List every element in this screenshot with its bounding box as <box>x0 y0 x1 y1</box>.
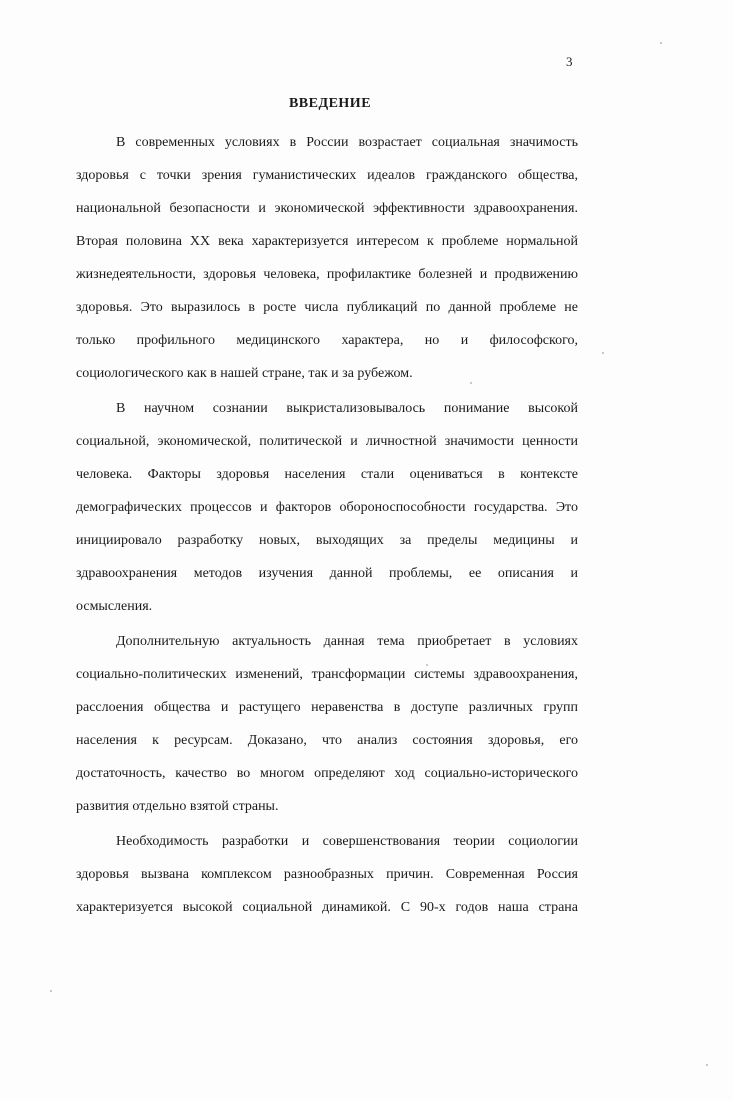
text-line: В научном сознании выкристализовывалось понимание высокой <box>116 401 578 416</box>
text-line: населения к ресурсам. Доказано, что анализ состояния здоровья, его <box>76 733 578 748</box>
scan-speck <box>602 352 604 354</box>
text-line: здоровья. Это выразилось в росте числа публикаций по данной проблеме не <box>76 300 578 315</box>
text-line: осмысления. <box>76 599 153 614</box>
text-line: здоровья вызвана комплексом разнообразных причин. Современная Россия <box>76 867 578 882</box>
text-line: национальной безопасности и экономической эффективности здравоохранения. <box>76 201 578 216</box>
page-number: 3 <box>566 54 573 69</box>
scan-speck <box>660 42 662 44</box>
scan-speck <box>706 1064 708 1066</box>
paragraph <box>76 392 578 623</box>
text-line: достаточность, качество во многом определяют ход социально-исторического <box>76 766 578 781</box>
text-line: жизнедеятельности, здоровья человека, профилактике болезней и продвижению <box>76 267 578 282</box>
text-line: социально-политических изменений, трансформации системы здравоохранения, <box>76 667 578 682</box>
text-line: Необходимость разработки и совершенствования теории социологии <box>116 834 578 849</box>
text-line: демографических процессов и факторов обороноспособности государства. Это <box>76 500 578 515</box>
paragraph <box>76 625 578 823</box>
text-line: развития отдельно взятой страны. <box>76 799 279 814</box>
page-title: ВВЕДЕНИЕ <box>288 96 372 111</box>
paragraph <box>76 126 578 390</box>
text-line: здравоохранения методов изучения данной проблемы, ее описания и <box>76 566 578 581</box>
paragraph <box>76 825 578 924</box>
text-line: инициировало разработку новых, выходящих за пределы медицины и <box>76 533 578 548</box>
text-line: здоровья с точки зрения гуманистических идеалов гражданского общества, <box>76 168 578 183</box>
text-line: социологического как в нашей стране, так и за рубежом. <box>76 366 413 381</box>
scan-speck <box>50 990 52 992</box>
text-line: расслоения общества и растущего неравенства в доступе различных групп <box>76 700 578 715</box>
scan-speck <box>426 664 428 666</box>
scan-speck <box>470 382 472 384</box>
text-line: характеризуется высокой социальной динамикой. С 90-х годов наша страна <box>76 900 578 915</box>
body-text <box>76 126 578 926</box>
text-line: только профильного медицинского характера, но и философского, <box>76 333 578 348</box>
text-line: Дополнительную актуальность данная тема приобретает в условиях <box>116 634 578 649</box>
text-line: человека. Факторы здоровья населения стали оцениваться в контексте <box>76 467 578 482</box>
text-line: В современных условиях в России возрастает социальная значимость <box>116 135 578 150</box>
text-line: Вторая половина XX века характеризуется интересом к проблеме нормальной <box>76 234 578 249</box>
text-line: социальной, экономической, политической и личностной значимости ценности <box>76 434 578 449</box>
